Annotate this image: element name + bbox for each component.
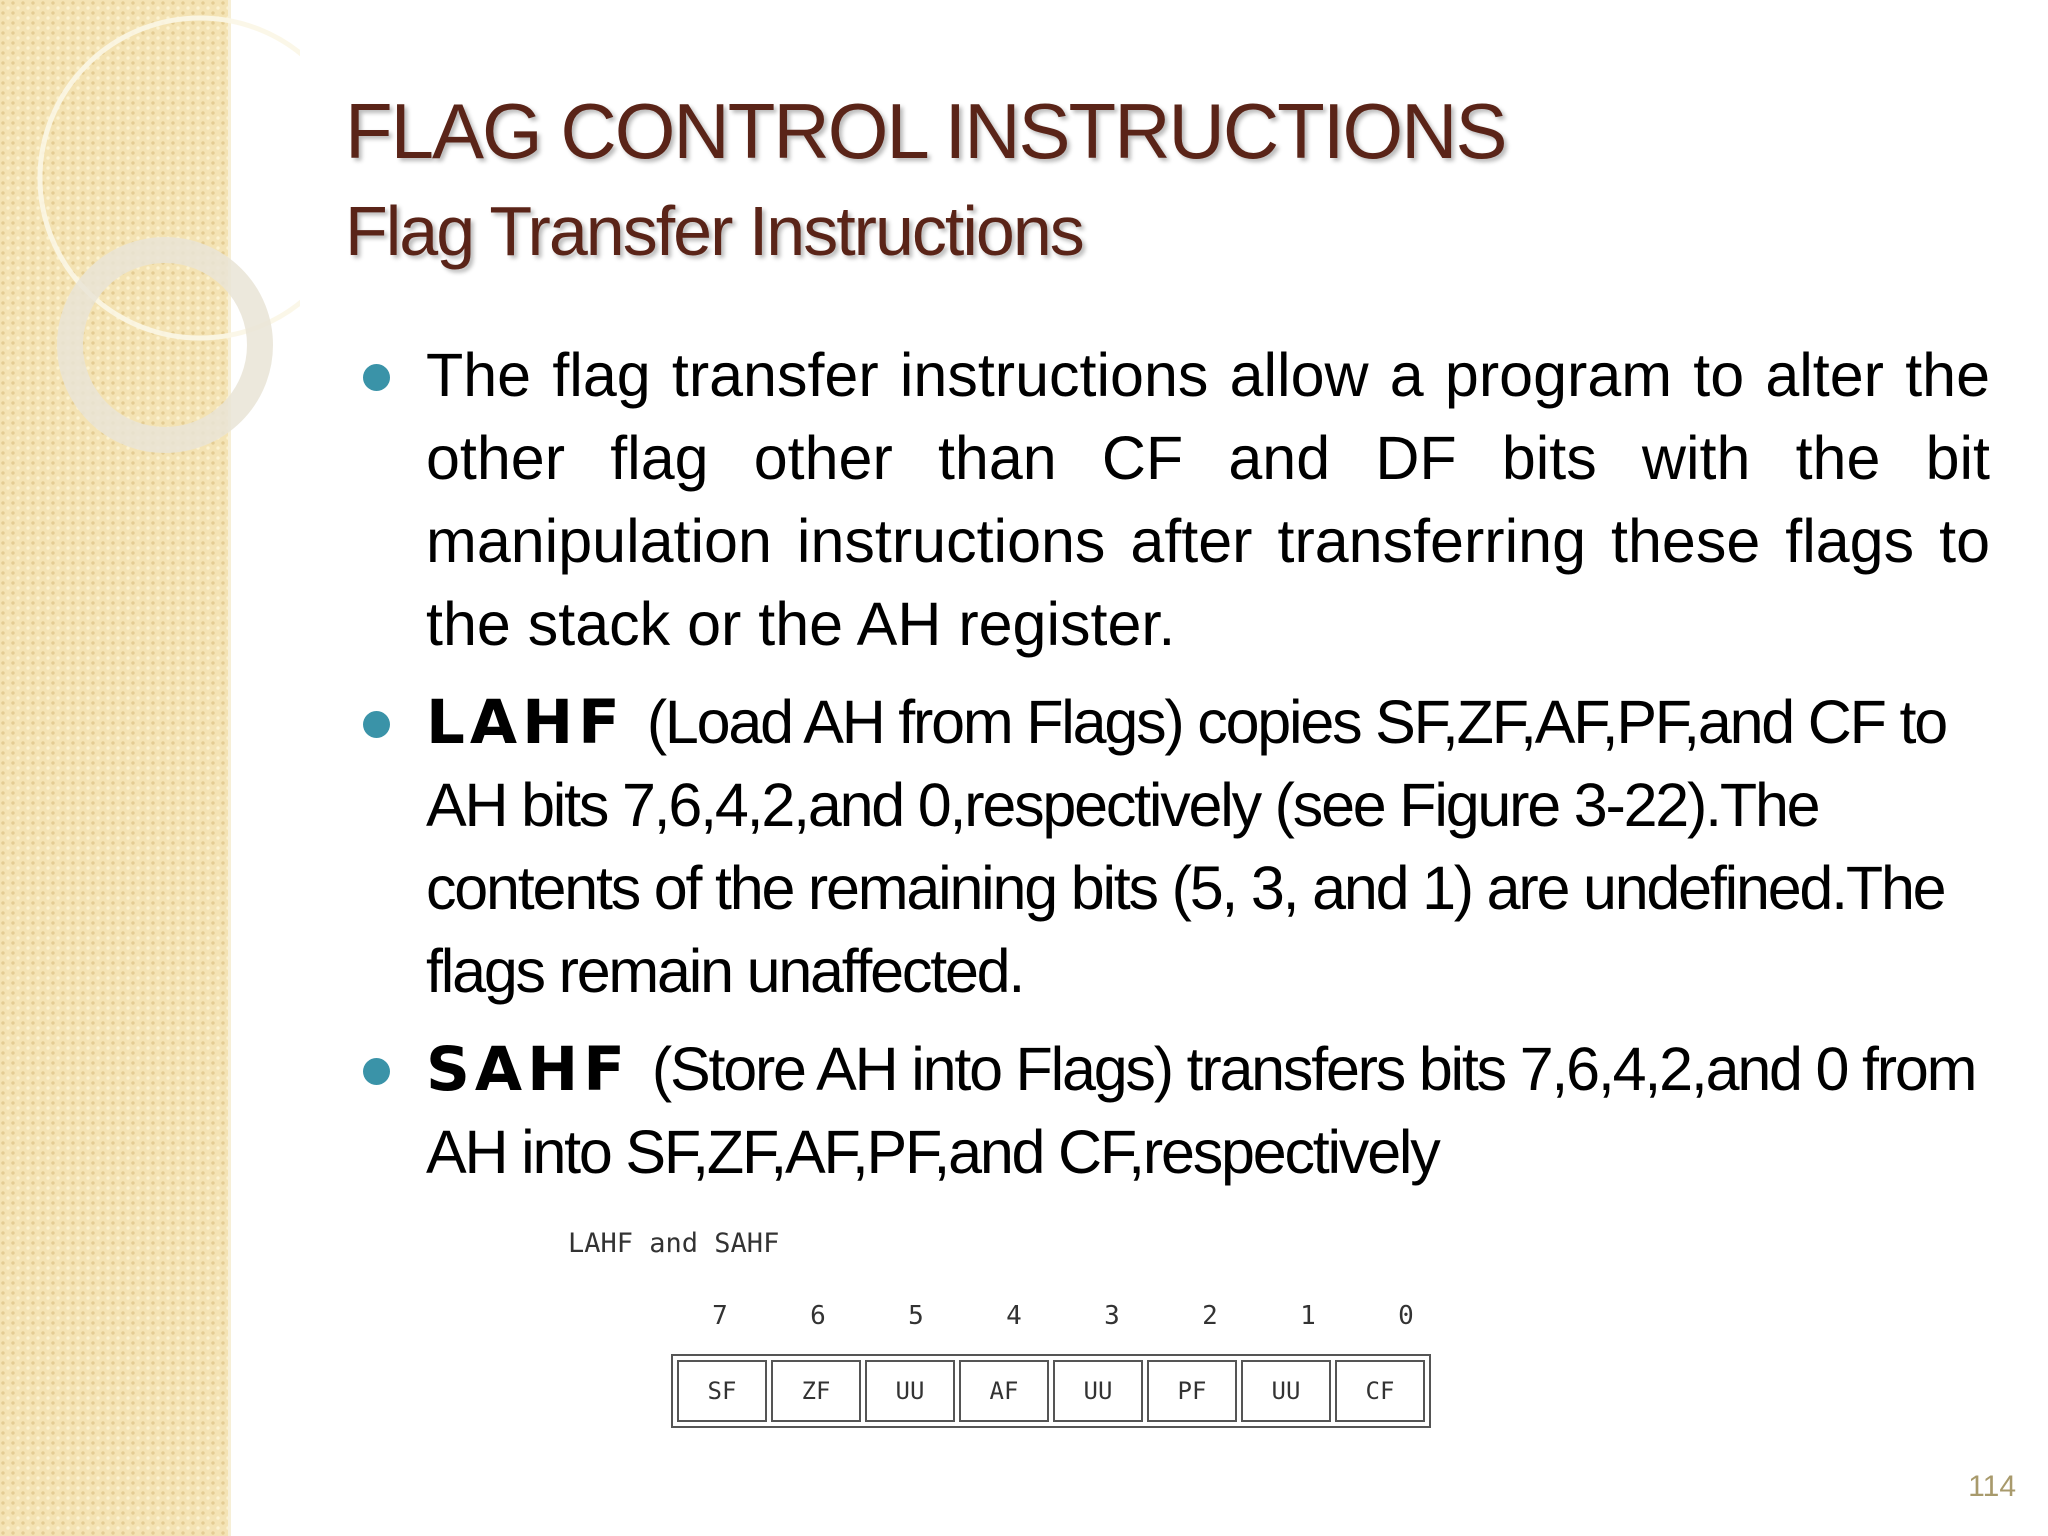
register-cell: AF xyxy=(959,1360,1049,1422)
bullet-item xyxy=(360,681,1990,1013)
bullet-dot-icon xyxy=(363,1058,390,1085)
bullet-keyword: SAHF xyxy=(426,1034,630,1105)
bit-number: 3 xyxy=(1104,1301,1120,1331)
bit-number: 1 xyxy=(1300,1301,1316,1331)
register-cell: SF xyxy=(677,1360,767,1422)
bit-number: 4 xyxy=(1006,1301,1022,1331)
figure-caption: LAHF and SAHF xyxy=(568,1228,780,1259)
register-cell: ZF xyxy=(771,1360,861,1422)
register-cell: CF xyxy=(1335,1360,1425,1422)
slide-subtitle: Flag Transfer Instructions xyxy=(345,192,1083,270)
bullet-dot-icon xyxy=(363,711,390,738)
bullet-dot-icon xyxy=(363,364,390,391)
decorative-side-band xyxy=(0,0,228,1536)
bit-number: 5 xyxy=(908,1301,924,1331)
ah-register-box xyxy=(671,1354,1431,1428)
bullet-item xyxy=(360,334,1990,666)
bullet-text: (Load AH from Flags) copies SF,ZF,AF,PF,and CF to AH bits 7,6,4,2,and 0,respectively (see Figure 3-22).The contents of the remaining bits (5, 3, and 1) are undefined.The flags remain unaffected. xyxy=(426,688,1946,1005)
register-cell: UU xyxy=(1241,1360,1331,1422)
register-cell: PF xyxy=(1147,1360,1237,1422)
bullet-list xyxy=(360,334,1990,1209)
bit-number: 0 xyxy=(1398,1301,1414,1331)
bit-number: 2 xyxy=(1202,1301,1218,1331)
bullet-text: The flag transfer instructions allow a program to alter the other flag other than CF and DF bits with the bit manipulation instructions after transferring these flags to the stack or the AH register. xyxy=(426,341,1990,658)
register-figure xyxy=(568,1228,1468,1448)
bullet-keyword: LAHF xyxy=(426,687,625,758)
bullet-text: (Store AH into Flags) transfers bits 7,6,4,2,and 0 from AH into SF,ZF,AF,PF,and CF,respectively xyxy=(426,1035,1976,1186)
bit-number: 6 xyxy=(810,1301,826,1331)
bit-number-row xyxy=(671,1301,1455,1331)
register-cell: UU xyxy=(1053,1360,1143,1422)
register-cell: UU xyxy=(865,1360,955,1422)
side-band-edge xyxy=(228,0,231,1536)
page-number: 114 xyxy=(1968,1470,2016,1503)
bit-number: 7 xyxy=(712,1301,728,1331)
bullet-item xyxy=(360,1028,1990,1194)
slide-title: FLAG CONTROL INSTRUCTIONS xyxy=(345,87,1506,175)
